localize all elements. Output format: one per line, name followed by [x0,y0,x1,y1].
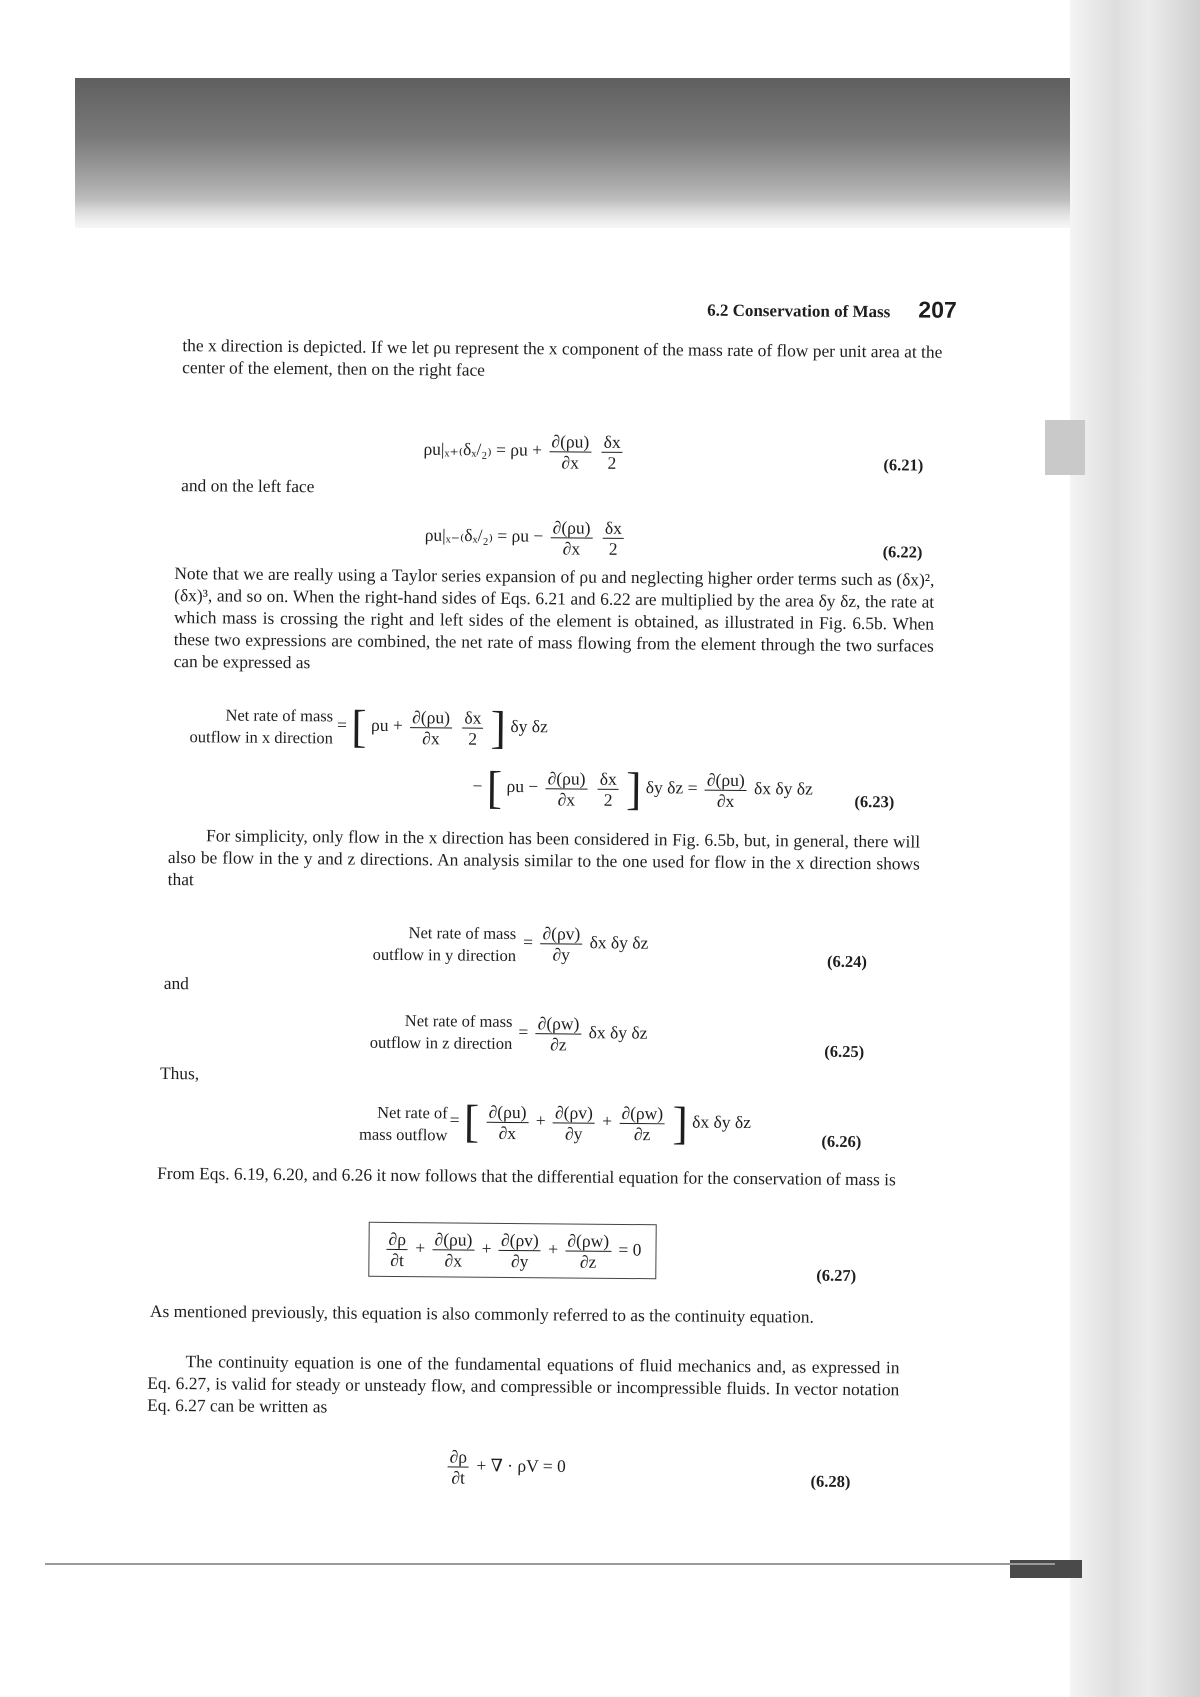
paragraph-6: Thus, [159,1062,200,1084]
equation-number: (6.22) [882,542,923,562]
paragraph-text: the x direction is depicted. If we let ρu represent the x component of the mass rate of flow per unit area at the center of the element, then on the right face [182,335,943,380]
fraction: $\frac{\partial(\rho u)}{\partial x}$ [549,431,591,472]
equation-6-26-label: Net rate of mass outflow [358,1102,448,1145]
equation-number: (6.26) [821,1131,862,1152]
paragraph-7: From Eqs. 6.19, 6.20, and 6.26 it now follows that the differential equation for the conservation of mass is [157,1162,896,1190]
fraction: $\frac{\delta x}{2}$ [601,432,622,473]
equation-number: (6.21) [883,455,924,475]
equation-6-24: = $\frac{\partial(\rho v)}{\partial y}$ δx δy δz [523,923,649,965]
page-content [147,0,957,1697]
paragraph-1 [182,334,942,385]
equation-6-23-label: Net rate of mass outflow in x direction [189,705,334,748]
equation-number: (6.25) [824,1041,865,1062]
equation-number: (6.24) [826,951,867,972]
equation-6-25: = $\frac{\partial(\rho w)}{\partial z}$ δx δy δz [518,1013,648,1055]
book-spine-marker [1045,420,1085,475]
eq-lhs: ρu|ₓ₋₍δₓ/₂₎ [424,524,494,546]
eq-lhs: ρu|ₓ₊₍δₓ/₂₎ [423,438,492,460]
equation-6-23-line1: = [ ρu + $\frac{\partial(\rho u)}{\partial x}$ $\frac{\delta x}{2}$ ] δy δz [336,700,548,753]
section-title: 6.2 Conservation of Mass [707,300,891,322]
equation-number: (6.28) [810,1471,851,1491]
equation-6-26: = [ $\frac{\partial(\rho u)}{\partial x}$ + $\frac{\partial(\rho v)}{\partial y}$ + $\frac{\partial(\rho w)}{\partial z}$ ] δx δy δz [449,1095,752,1149]
equation-number: (6.27) [816,1265,857,1285]
eq-operator: = ρu + [495,439,543,460]
fraction: $\frac{\partial(\rho u)}{\partial x}$ [550,517,592,558]
page-number: 207 [918,296,957,323]
paragraph-4: For simplicity, only flow in the x direction has been considered in Fig. 6.5b, but, in general, there will also be flow in the y and z directions. An analysis similar to the one used for flow in the x direction shows that [167,825,921,890]
eq-operator: = ρu − [497,525,544,546]
paragraph-5: and [163,972,190,994]
fraction: $\frac{\delta x}{2}$ [603,518,624,559]
running-header [165,290,957,324]
equation-6-24-label: Net rate of mass outflow in y direction [372,923,517,966]
paragraph-3: Note that we are really using a Taylor series expansion of ρu and neglecting higher order terms such as (δx)², (δx)³, and so on. When the right-hand sides of Eqs. 6.21 and 6.22 are multiplied by the area δy δz, the rate at which mass is crossing the right and left sides of the element is obtained, as illustrated in Fig. 6.5b. When these two expressions are combined, the net rate of mass flowing from the element through the two surfaces can be expressed as [173,563,935,673]
paragraph-2: and on the left face [181,475,315,497]
equation-6-22 [425,516,627,559]
equation-6-23-line2: − [ ρu − $\frac{\partial(\rho u)}{\partial x}$ $\frac{\delta x}{2}$ ] δy δz = $\frac{\partial(\rho u)}{\partial x}$ δx δy δz [472,761,813,815]
equation-number: (6.23) [854,791,895,812]
paragraph-9: The continuity equation is one of the fundamental equations of fluid mechanics and, as expressed in Eq. 6.27, is valid for steady or unsteady flow, and compressible or incompressible fluids. In vector notation Eq. 6.27 can be written as [147,1351,900,1417]
book-spine-edge [1070,0,1200,1697]
equation-6-28: $\frac{\partial\rho}{\partial t}$ + ∇ · ρV = 0 [444,1446,566,1488]
equation-6-27: $\frac{\partial\rho}{\partial t}$ + $\frac{\partial(\rho u)}{\partial x}$ + $\frac{\partial(\rho v)}{\partial y}$ + $\frac{\partial(\rho w)}{\partial z}$ = 0 [368,1222,656,1280]
equation-6-21 [423,430,625,473]
equation-6-25-label: Net rate of mass outflow in z direction [369,1011,513,1053]
paragraph-8: As mentioned previously, this equation is also commonly referred to as the continuity equation. [149,1300,814,1327]
